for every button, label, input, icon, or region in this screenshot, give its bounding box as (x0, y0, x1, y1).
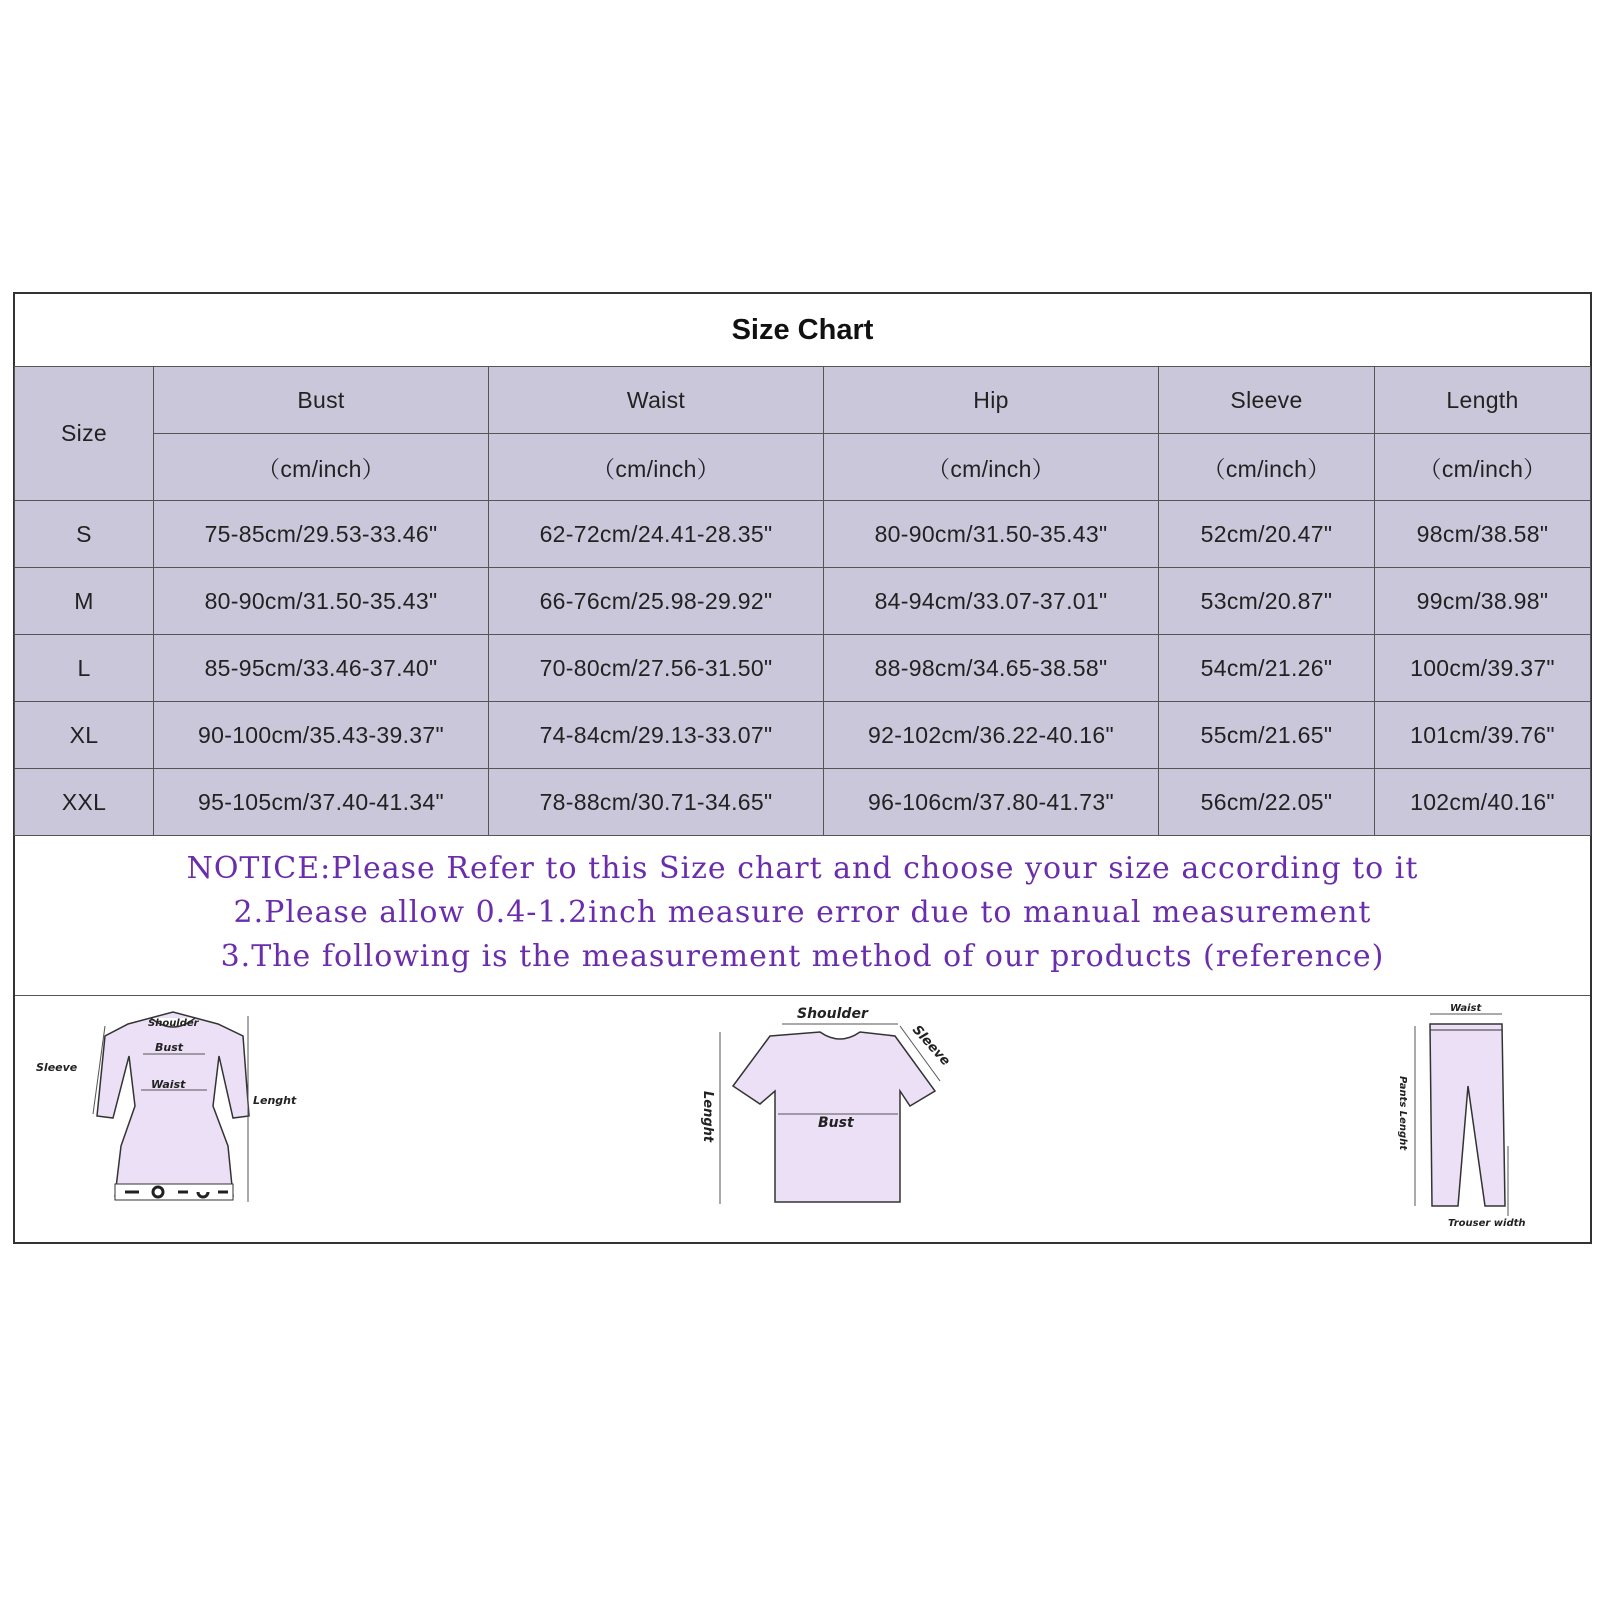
table-row (15, 769, 1591, 836)
tshirt-measurement-illustration (690, 996, 990, 1242)
size-cell: M (15, 568, 154, 635)
table-cell: 85-95cm/33.46-37.40" (154, 635, 489, 702)
dress-sleeve-label: Sleeve (36, 1061, 78, 1074)
unit-label: （cm/inch） (824, 434, 1159, 501)
table-cell: 90-100cm/35.43-39.37" (154, 702, 489, 769)
unit-label: （cm/inch） (1375, 434, 1591, 501)
table-cell: 80-90cm/31.50-35.43" (154, 568, 489, 635)
table-cell: 98cm/38.58" (1375, 501, 1591, 568)
dress-bust-label: Bust (155, 1041, 184, 1054)
column-header-hip: Hip (824, 367, 1159, 434)
tshirt-shoulder-label: Shoulder (797, 1006, 868, 1022)
dress-length-label: Lenght (253, 1094, 297, 1107)
table-cell: 56cm/22.05" (1159, 769, 1375, 836)
dress-measurement-illustration (33, 996, 333, 1242)
pants-trouser-width-label: Trouser width (1448, 1218, 1526, 1229)
pants-measurement-illustration (1390, 996, 1570, 1242)
table-cell: 100cm/39.37" (1375, 635, 1591, 702)
notice-line-3: 3.The following is the measurement method of our products (reference) (220, 938, 1385, 974)
table-cell: 70-80cm/27.56-31.50" (489, 635, 824, 702)
notice-line-2: 2.Please allow 0.4-1.2inch measure error due to manual measurement (233, 894, 1372, 930)
dress-shoulder-label: Shoulder (148, 1018, 199, 1029)
table-row (15, 702, 1591, 769)
column-header-bust: Bust (154, 367, 489, 434)
size-cell: S (15, 501, 154, 568)
size-chart (13, 292, 1592, 1244)
table-cell: 84-94cm/33.07-37.01" (824, 568, 1159, 635)
chart-title: Size Chart (731, 313, 874, 346)
table-row (15, 635, 1591, 702)
table-cell: 62-72cm/24.41-28.35" (489, 501, 824, 568)
table-row (15, 501, 1591, 568)
size-column-header: Size (15, 367, 154, 501)
table-units-row (15, 434, 1591, 501)
table-cell: 95-105cm/37.40-41.34" (154, 769, 489, 836)
table-cell: 96-106cm/37.80-41.73" (824, 769, 1159, 836)
tshirt-bust-label: Bust (818, 1115, 854, 1131)
table-cell: 54cm/21.26" (1159, 635, 1375, 702)
tshirt-sleeve-label: Sleeve (909, 1022, 953, 1069)
table-cell: 80-90cm/31.50-35.43" (824, 501, 1159, 568)
table-cell: 52cm/20.47" (1159, 501, 1375, 568)
notice-line-1: NOTICE:Please Refer to this Size chart and choose your size according to it (186, 850, 1419, 886)
dress-waist-label: Waist (151, 1078, 186, 1091)
table-cell: 92-102cm/36.22-40.16" (824, 702, 1159, 769)
table-cell: 88-98cm/34.65-38.58" (824, 635, 1159, 702)
size-table (14, 366, 1591, 836)
table-cell: 74-84cm/29.13-33.07" (489, 702, 824, 769)
table-cell: 55cm/21.65" (1159, 702, 1375, 769)
column-header-waist: Waist (489, 367, 824, 434)
table-cell: 75-85cm/29.53-33.46" (154, 501, 489, 568)
table-cell: 78-88cm/30.71-34.65" (489, 769, 824, 836)
unit-label: （cm/inch） (489, 434, 824, 501)
size-cell: XL (15, 702, 154, 769)
column-header-length: Length (1375, 367, 1591, 434)
column-header-sleeve: Sleeve (1159, 367, 1375, 434)
unit-label: （cm/inch） (154, 434, 489, 501)
table-cell: 99cm/38.98" (1375, 568, 1591, 635)
table-row (15, 568, 1591, 635)
pants-length-label: Pants Lenght (1397, 1076, 1408, 1151)
table-cell: 102cm/40.16" (1375, 769, 1591, 836)
table-cell: 66-76cm/25.98-29.92" (489, 568, 824, 635)
size-cell: L (15, 635, 154, 702)
table-header-row (15, 367, 1591, 434)
notice-block (15, 830, 1590, 996)
pants-waist-label: Waist (1450, 1003, 1482, 1014)
unit-label: （cm/inch） (1159, 434, 1375, 501)
table-cell: 53cm/20.87" (1159, 568, 1375, 635)
tshirt-length-label: Lenght (700, 1091, 715, 1143)
size-cell: XXL (15, 769, 154, 836)
table-cell: 101cm/39.76" (1375, 702, 1591, 769)
